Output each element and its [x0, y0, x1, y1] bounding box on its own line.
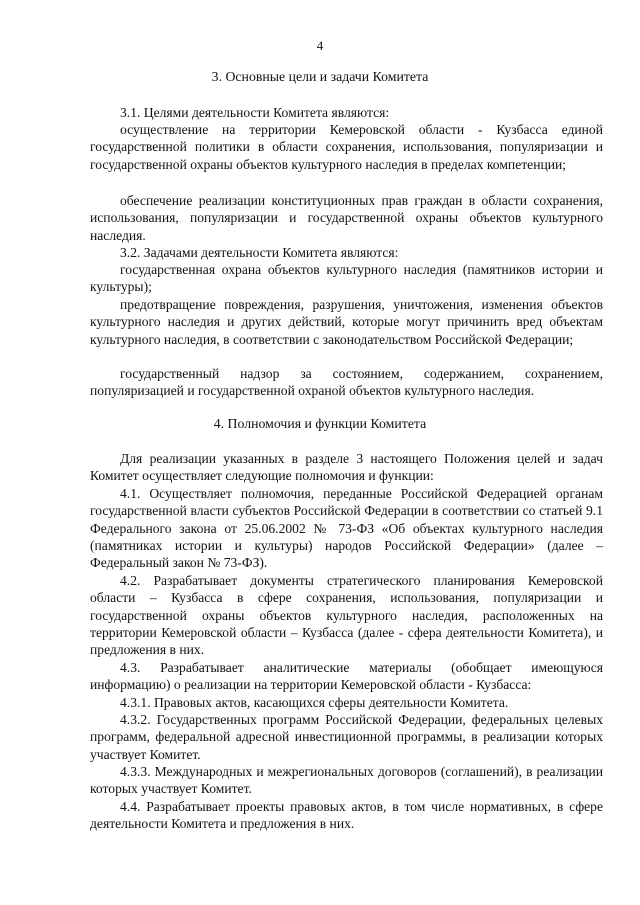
paragraph: 4.4. Разрабатывает проекты правовых актов, в том числе нормативных, в сфере деятельности Комитета и предложения в них. [90, 799, 603, 832]
paragraph: 4.3.1. Правовых актов, касающихся сферы деятельности Комитета. [120, 695, 509, 710]
page-number: 4 [316, 38, 324, 53]
section-4-heading: 4. Полномочия и функции Комитета [213, 416, 427, 431]
paragraph: 3.1. Целями деятельности Комитета являются: [120, 105, 390, 120]
section-3-heading: 3. Основные цели и задачи Комитета [211, 69, 429, 84]
paragraph: Для реализации указанных в разделе 3 настоящего Положения целей и задач Комитет осуществляет следующие полномочия и функции: [90, 451, 603, 484]
paragraph: государственная охрана объектов культурного наследия (памятников истории и культуры); [90, 262, 603, 295]
paragraph: 3.2. Задачами деятельности Комитета являются: [120, 245, 399, 260]
paragraph: 4.2. Разрабатывает документы стратегического планирования Кемеровской области – Кузбасса в сфере сохранения, использования, популяризации и государственной охраны объектов культурного наследия, расположенных на территории Кемеровской области – Кузбасса (далее - сфера деятельности Комитета), и предложения в них. [90, 573, 603, 658]
paragraph: 4.3.3. Международных и межрегиональных договоров (соглашений), в реализации которых участвует Комитет. [90, 764, 603, 797]
paragraph: государственный надзор за состоянием, содержанием, сохранением, популяризацией и государственной охраной объектов культурного наследия. [90, 366, 603, 399]
paragraph: 4.3. Разрабатывает аналитические материалы (обобщает имеющуюся информацию) о реализации на территории Кемеровской области - Кузбасса: [90, 660, 603, 693]
paragraph: предотвращение повреждения, разрушения, уничтожения, изменения объектов культурного наследия и других действий, которые могут причинить вред объектам культурного наследия, в соответствии с законодательством Российской Федерации; [90, 297, 603, 347]
paragraph: осуществление на территории Кемеровской области - Кузбасса единой государственной политики в области сохранения, использования, популяризации и государственной охраны объектов культурного наследия в пределах компетенции; [90, 122, 603, 172]
paragraph: 4.1. Осуществляет полномочия, переданные Российской Федерацией органам государственной власти субъектов Российской Федерации в соответствии со статьей 9.1 Федерального закона от 25.06.2002 № 73-ФЗ «Об объектах культурного наследия (памятниках истории и культуры) народов Российской Федерации» (далее – Федеральный закон № 73-ФЗ). [90, 486, 603, 571]
paragraph: 4.3.2. Государственных программ Российской Федерации, федеральных целевых программ, федеральной адресной инвестиционной программы, в реализации которых участвует Комитет. [90, 712, 603, 762]
paragraph: обеспечение реализации конституционных прав граждан в области сохранения, использования, популяризации и государственной охраны объектов культурного наследия. [90, 193, 603, 243]
